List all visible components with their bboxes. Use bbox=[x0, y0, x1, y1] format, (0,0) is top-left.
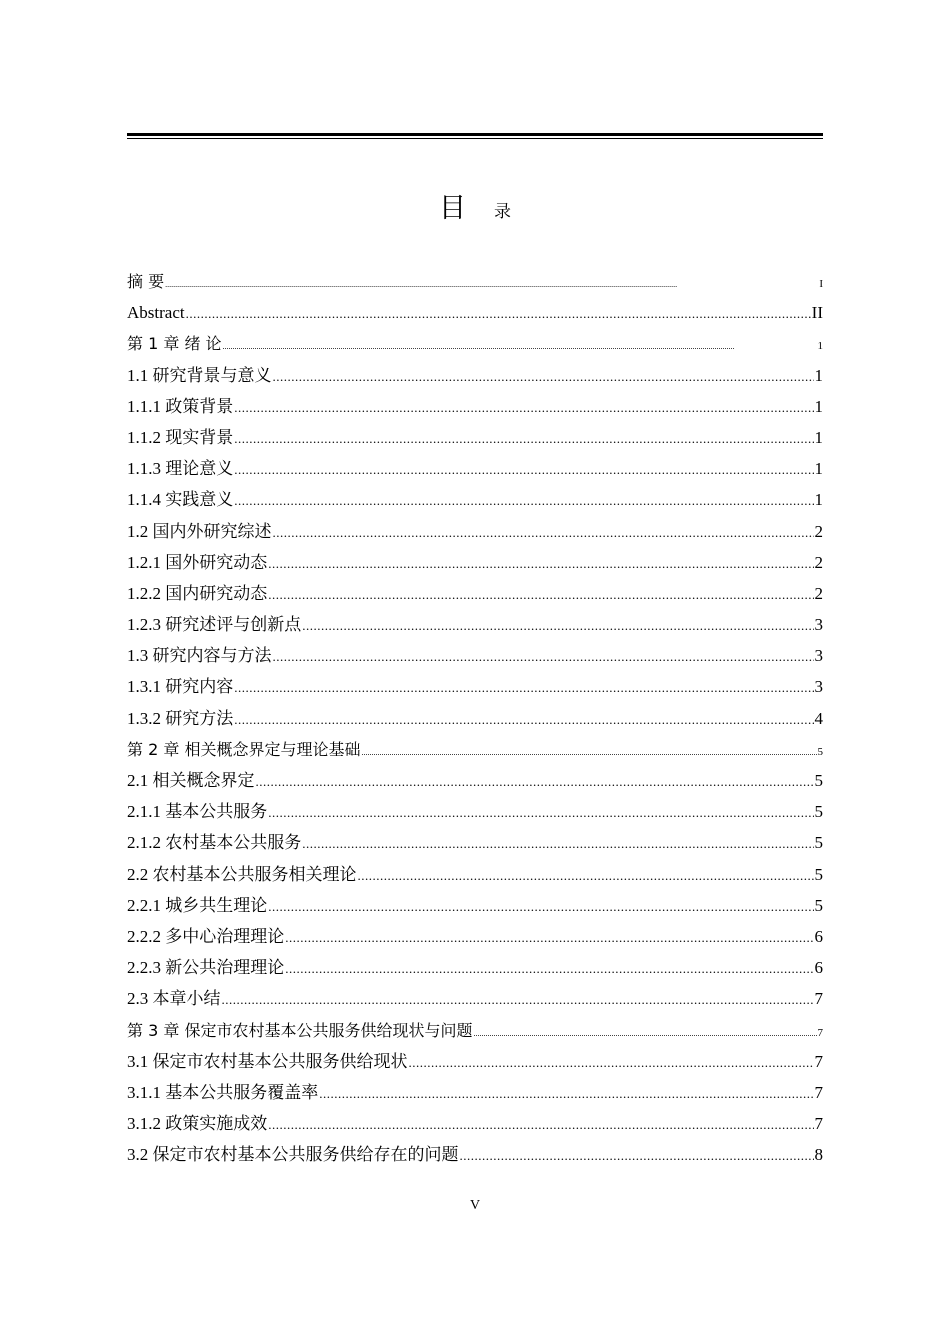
toc-entry-page: 7 bbox=[814, 1051, 823, 1071]
toc-entry-label: 1.3 研究内容与方法 bbox=[127, 646, 272, 666]
toc-entry[interactable] bbox=[127, 1108, 823, 1139]
header-rule-thin bbox=[127, 138, 823, 139]
toc-entry-page: I bbox=[819, 278, 823, 290]
toc-entry-label: 2.1.2 农村基本公共服务 bbox=[127, 833, 302, 853]
toc-dot-leader bbox=[273, 641, 814, 672]
toc-entry-label: 1.1.4 实践意义 bbox=[127, 490, 234, 510]
page-title bbox=[0, 186, 950, 225]
toc-entry-label: 1.1.2 现实背景 bbox=[127, 427, 234, 447]
toc-entry-page: 5 bbox=[814, 864, 823, 884]
page-title-sub: 录 bbox=[494, 202, 511, 222]
toc-entry-label: 3.1.1 基本公共服务覆盖率 bbox=[127, 1082, 319, 1102]
toc-entry-label: 2.1.1 基本公共服务 bbox=[127, 802, 268, 822]
toc-dot-leader bbox=[223, 331, 817, 362]
toc-dot-leader bbox=[319, 1078, 813, 1109]
toc-entry[interactable] bbox=[127, 796, 823, 827]
toc-entry-label: 1.2 国内外研究综述 bbox=[127, 521, 272, 541]
toc-entry[interactable] bbox=[127, 921, 823, 952]
toc-entry[interactable] bbox=[127, 1139, 823, 1170]
toc-dot-leader bbox=[165, 269, 818, 300]
toc-dot-leader bbox=[302, 610, 813, 641]
toc-entry-page: 1 bbox=[817, 340, 823, 353]
toc-entry[interactable] bbox=[127, 547, 823, 578]
toc-entry-page: 1 bbox=[814, 396, 823, 416]
toc-entry[interactable] bbox=[127, 859, 823, 890]
toc-entry-label: 1.2.2 国内研究动态 bbox=[127, 583, 268, 603]
toc-entry[interactable] bbox=[127, 983, 823, 1014]
toc-entry-label: 2.2.2 多中心治理理论 bbox=[127, 926, 285, 946]
toc-entry-page: 5 bbox=[814, 895, 823, 915]
toc-dot-leader bbox=[285, 953, 813, 984]
toc-entry-label: 2.3 本章小结 bbox=[127, 989, 221, 1009]
toc-dot-leader bbox=[268, 1109, 813, 1140]
toc-entry-page: 6 bbox=[814, 926, 823, 946]
toc-dot-leader bbox=[285, 922, 813, 953]
toc-entry[interactable] bbox=[127, 640, 823, 671]
toc-entry-page: 8 bbox=[814, 1145, 823, 1165]
toc-entry[interactable] bbox=[127, 1077, 823, 1108]
toc-entry-page: 7 bbox=[814, 1114, 823, 1134]
toc-entry-label: 1.3.1 研究内容 bbox=[127, 677, 234, 697]
table-of-contents bbox=[127, 266, 823, 1170]
toc-entry-page: 3 bbox=[814, 615, 823, 635]
toc-entry-label: 1.1.3 理论意义 bbox=[127, 459, 234, 479]
toc-entry[interactable] bbox=[127, 297, 823, 328]
toc-dot-leader bbox=[268, 548, 813, 579]
toc-entry[interactable] bbox=[127, 671, 823, 702]
toc-entry[interactable] bbox=[127, 703, 823, 734]
toc-entry-label: 2.2.1 城乡共生理论 bbox=[127, 895, 268, 915]
toc-entry[interactable] bbox=[127, 609, 823, 640]
toc-entry[interactable] bbox=[127, 765, 823, 796]
toc-entry-page: 1 bbox=[814, 427, 823, 447]
page-number: V bbox=[469, 1198, 481, 1213]
toc-dot-leader bbox=[473, 1018, 816, 1049]
toc-dot-leader bbox=[268, 579, 813, 610]
toc-entry[interactable] bbox=[127, 422, 823, 453]
toc-entry-label: 2.2.3 新公共治理理论 bbox=[127, 958, 285, 978]
toc-dot-leader bbox=[361, 737, 816, 768]
toc-entry-label: 3.1 保定市农村基本公共服务供给现状 bbox=[127, 1051, 408, 1071]
toc-entry-page: 2 bbox=[814, 583, 823, 603]
toc-entry-page: 3 bbox=[814, 677, 823, 697]
toc-entry[interactable] bbox=[127, 578, 823, 609]
toc-entry-label: 3.2 保定市农村基本公共服务供给存在的问题 bbox=[127, 1145, 459, 1165]
toc-entry[interactable] bbox=[127, 1046, 823, 1077]
toc-dot-leader bbox=[234, 485, 813, 516]
toc-entry-page: 1 bbox=[814, 459, 823, 479]
toc-entry-label: 1.2.3 研究述评与创新点 bbox=[127, 615, 302, 635]
toc-entry-label: 3.1.2 政策实施成效 bbox=[127, 1114, 268, 1134]
toc-entry-page: 6 bbox=[814, 958, 823, 978]
toc-dot-leader bbox=[234, 454, 813, 485]
toc-entry[interactable] bbox=[127, 391, 823, 422]
toc-entry-page: 4 bbox=[814, 708, 823, 728]
toc-entry-page: 1 bbox=[814, 490, 823, 510]
toc-dot-leader bbox=[186, 298, 811, 329]
toc-entry-page: 5 bbox=[814, 771, 823, 790]
toc-entry-page: 7 bbox=[814, 989, 823, 1009]
toc-entry-page: 5 bbox=[817, 745, 823, 758]
toc-entry-label: 第 1 章 绪 论 bbox=[127, 334, 222, 354]
toc-dot-leader bbox=[234, 392, 813, 423]
toc-entry-page: 1 bbox=[814, 365, 823, 385]
toc-entry[interactable] bbox=[127, 516, 823, 547]
toc-entry[interactable] bbox=[127, 734, 823, 765]
toc-entry-label: Abstract bbox=[127, 303, 185, 323]
toc-entry-label: 1.1 研究背景与意义 bbox=[127, 365, 272, 385]
toc-entry-page: II bbox=[811, 303, 823, 323]
toc-entry-page: 5 bbox=[814, 833, 823, 853]
toc-entry[interactable] bbox=[127, 827, 823, 858]
toc-dot-leader bbox=[460, 1140, 814, 1171]
toc-entry[interactable] bbox=[127, 952, 823, 983]
toc-entry-label: 2.2 农村基本公共服务相关理论 bbox=[127, 864, 357, 884]
toc-dot-leader bbox=[409, 1047, 814, 1078]
toc-entry-page: 5 bbox=[814, 802, 823, 822]
toc-entry[interactable] bbox=[127, 484, 823, 515]
toc-entry-page: 2 bbox=[814, 552, 823, 572]
toc-entry-label: 第 3 章 保定市农村基本公共服务供给现状与问题 bbox=[127, 1020, 473, 1040]
toc-dot-leader bbox=[234, 704, 813, 735]
toc-dot-leader bbox=[234, 672, 813, 703]
toc-dot-leader bbox=[273, 517, 814, 548]
toc-entry[interactable] bbox=[127, 328, 823, 359]
toc-dot-leader bbox=[358, 860, 814, 891]
toc-entry-label: 第 2 章 相关概念界定与理论基础 bbox=[127, 739, 361, 759]
toc-entry-page: 7 bbox=[817, 1026, 823, 1039]
toc-dot-leader bbox=[222, 984, 814, 1015]
header-rule-thick bbox=[127, 133, 823, 136]
toc-entry[interactable] bbox=[127, 266, 823, 297]
toc-entry-label: 摘 要 bbox=[127, 272, 165, 291]
toc-dot-leader bbox=[256, 766, 814, 797]
page-title-main: 目 bbox=[439, 193, 466, 224]
toc-entry-label: 1.1.1 政策背景 bbox=[127, 396, 234, 416]
toc-dot-leader bbox=[268, 797, 813, 828]
toc-dot-leader bbox=[268, 891, 813, 922]
toc-dot-leader bbox=[234, 423, 813, 454]
toc-entry[interactable] bbox=[127, 890, 823, 921]
toc-entry-page: 2 bbox=[814, 521, 823, 541]
toc-dot-leader bbox=[302, 828, 813, 859]
toc-entry-label: 1.2.1 国外研究动态 bbox=[127, 552, 268, 572]
toc-entry-label: 1.3.2 研究方法 bbox=[127, 708, 234, 728]
toc-entry[interactable] bbox=[127, 360, 823, 391]
toc-entry-page: 7 bbox=[814, 1082, 823, 1102]
toc-entry[interactable] bbox=[127, 1015, 823, 1046]
toc-entry-label: 2.1 相关概念界定 bbox=[127, 771, 255, 790]
toc-entry[interactable] bbox=[127, 453, 823, 484]
toc-entry-page: 3 bbox=[814, 646, 823, 666]
toc-dot-leader bbox=[273, 361, 814, 392]
